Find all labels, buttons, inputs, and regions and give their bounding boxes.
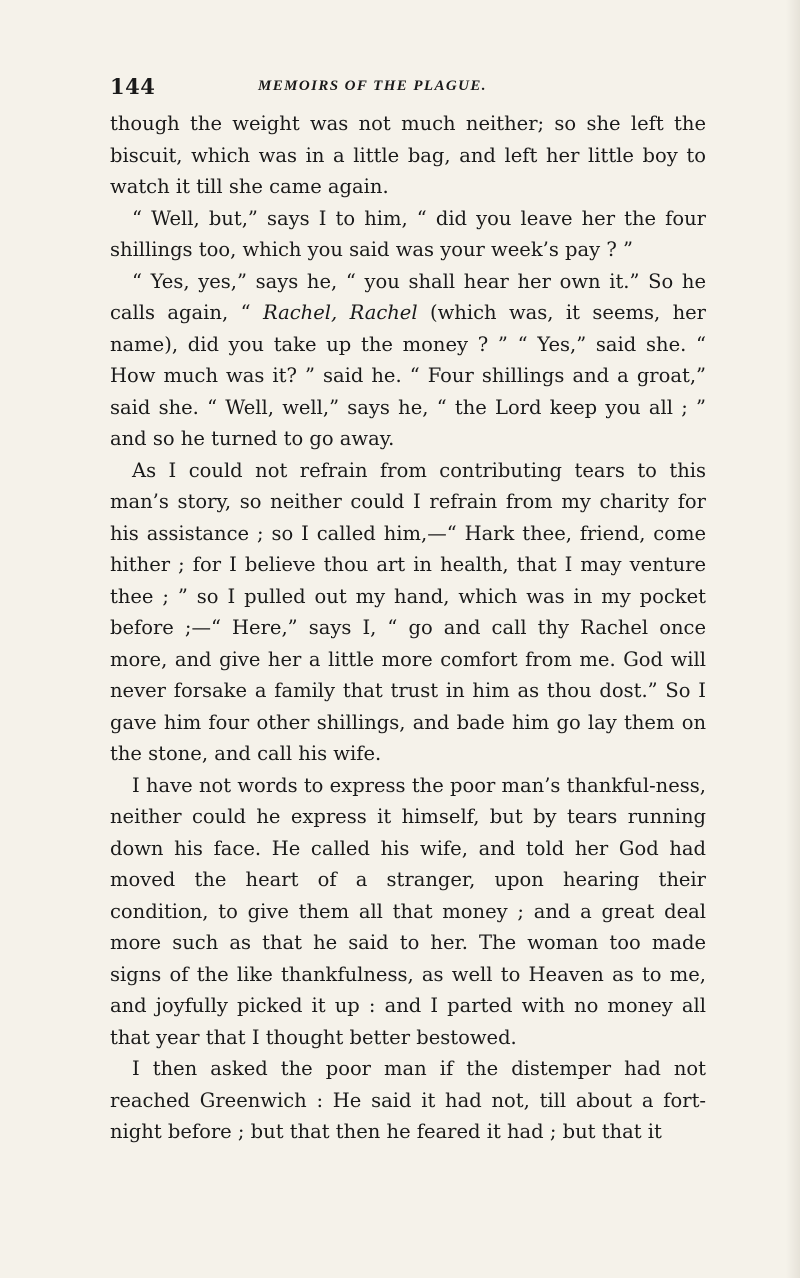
paragraph-3-end: (which was, it seems, her name), did you take up the money ? ” “ Yes,” said she. “ How much was it? ” said he. “ Four shillings and a groat,” said she. “ Well, well,” says he, “ the Lord keep you all ; ” and so he turned to go away. <box>110 301 707 450</box>
paragraph-1: though the weight was not much neither; so she left the biscuit, which was in a little bag, and left her little boy to watch it till she came again. <box>110 112 706 198</box>
page-number: 144 <box>110 74 156 99</box>
paragraph-4: As I could not refrain from contributing tears to this man’s story, so neither could I refrain from my charity for his assistance ; so I called him,—“ Hark thee, friend, come hither ; for I believe thou art in health, that I may venture thee ; ” so I pulled out my hand, which was in my pocket before ;—“ Here,” says I, “ go and call thy Rachel once more, and give her a little more comfort from me. God will never forsake a family that trust in him as thou dost.” So I gave him four other shillings, and bade him go lay them on the stone, and call his wife. <box>110 458 706 765</box>
paragraph-3 <box>110 266 706 455</box>
paragraph-3-start: “ Yes, yes,” says he, “ you shall hear her own it.” So he calls again, “ <box>110 269 706 324</box>
running-head <box>110 74 700 100</box>
running-title: MEMOIRS OF THE PLAGUE. <box>258 78 487 94</box>
paragraph-2: “ Well, but,” says I to him, “ did you leave her the four shillings too, which you said was your week’s pay ? ” <box>110 206 706 261</box>
body-text <box>110 108 706 1148</box>
paragraph-3-italic-name: Rachel, Rachel <box>262 301 418 324</box>
paragraph-5: I have not words to express the poor man’s thankful-ness, neither could he express it himself, but by tears running down his face. He called his wife, and told her God had moved the heart of a stranger, upon hearing their condition, to give them all that money ; and a great deal more such as that he said to her. The woman too made signs of the like thankfulness, as well to Heaven as to me, and joyfully picked it up : and I parted with no money all that year that I thought better bestowed. <box>110 773 706 1049</box>
paragraph-6: I then asked the poor man if the distemper had not reached Greenwich : He said it had not, till about a fort-night before ; but that then he feared it had ; but that it <box>110 1057 706 1143</box>
page-edge-shadow <box>786 0 800 1278</box>
